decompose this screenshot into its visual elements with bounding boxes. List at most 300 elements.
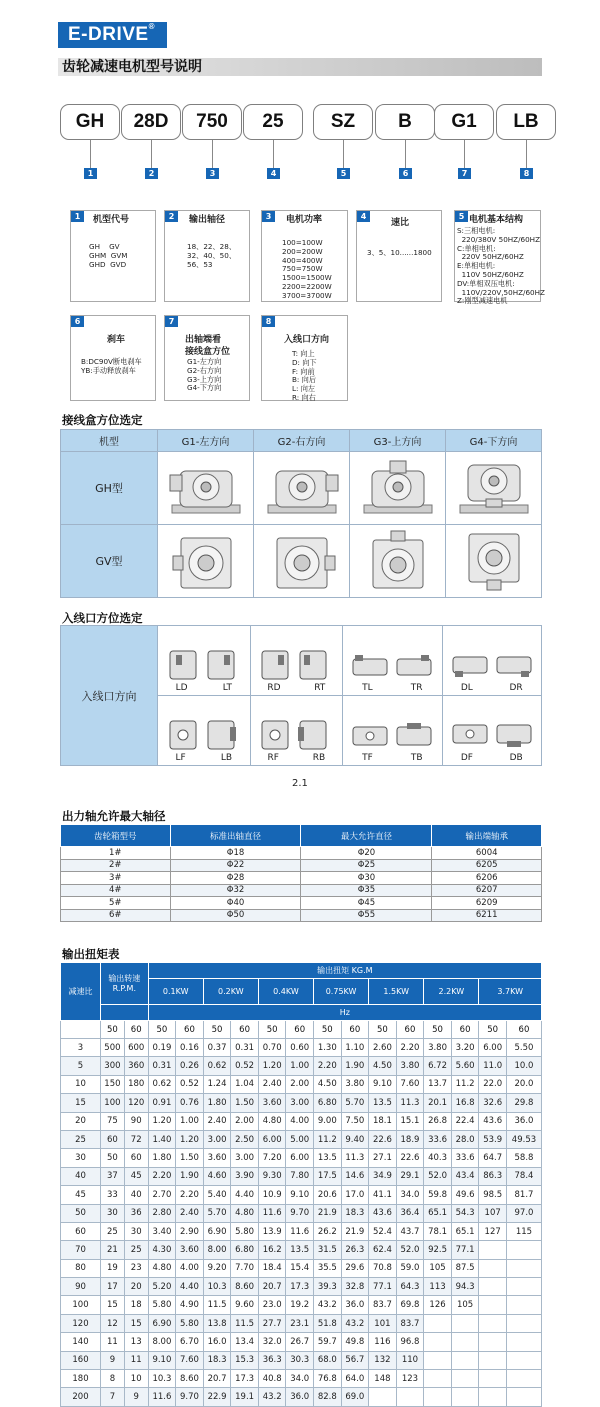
- entry-cell-rf-rb: [250, 696, 343, 766]
- torque-header-hz: Hz: [148, 1005, 541, 1021]
- speed-cell: 12: [101, 1314, 125, 1332]
- torque-cell: 11.2: [314, 1130, 342, 1148]
- frequency-header: 50: [258, 1021, 286, 1039]
- code-number-badge: 3: [206, 168, 219, 179]
- table-cell: 5#: [61, 897, 171, 910]
- table-row: [61, 1314, 542, 1332]
- torque-cell: 5.20: [148, 1278, 176, 1296]
- torque-cell: 52.0: [424, 1167, 452, 1185]
- torque-cell: 36.0: [506, 1112, 541, 1130]
- junction-box-icon: [349, 645, 435, 685]
- torque-cell: 3.60: [203, 1149, 231, 1167]
- torque-cell: 11.0: [479, 1057, 507, 1075]
- torque-cell: 16.2: [258, 1241, 286, 1259]
- junction-header-g3: G3-上方向: [350, 430, 446, 452]
- torque-cell: [424, 1314, 452, 1332]
- entry-label: DL: [460, 683, 473, 693]
- torque-cell: 13.4: [231, 1333, 259, 1351]
- torque-cell: [479, 1351, 507, 1369]
- torque-cell: 16.0: [203, 1333, 231, 1351]
- definition-heading: 电机基本结构: [469, 215, 524, 225]
- torque-cell: 4.40: [231, 1186, 259, 1204]
- torque-cell: 1.30: [314, 1039, 342, 1057]
- registered-mark: ®: [148, 22, 155, 31]
- table-cell: 2#: [61, 859, 171, 872]
- frequency-header: 60: [341, 1021, 369, 1039]
- table-cell: 6#: [61, 909, 171, 922]
- speed-cell: 18: [124, 1296, 148, 1314]
- torque-cell: 5.70: [203, 1204, 231, 1222]
- torque-cell: 4.50: [369, 1057, 397, 1075]
- torque-cell: 2.90: [176, 1222, 204, 1240]
- table-row: [61, 847, 542, 860]
- speed-cell: 72: [124, 1130, 148, 1148]
- code-connector: [273, 140, 274, 168]
- table-cell: 6004: [432, 847, 542, 860]
- definition-box: [70, 210, 156, 302]
- torque-cell: 20.7: [203, 1370, 231, 1388]
- torque-cell: 83.7: [369, 1296, 397, 1314]
- speed-cell: 100: [101, 1094, 125, 1112]
- model-code-box: G1: [434, 104, 494, 140]
- torque-cell: 9.60: [231, 1296, 259, 1314]
- torque-cell: 5.80: [231, 1222, 259, 1240]
- frequency-header: 50: [203, 1021, 231, 1039]
- torque-cell: 26.8: [424, 1112, 452, 1130]
- speed-cell: 150: [101, 1075, 125, 1093]
- torque-cell: 4.30: [148, 1241, 176, 1259]
- table-cell: 6206: [432, 872, 542, 885]
- definition-heading: 刹车: [107, 335, 126, 345]
- torque-cell: 0.70: [258, 1039, 286, 1057]
- torque-cell: 78.4: [506, 1167, 541, 1185]
- speed-cell: 10: [124, 1370, 148, 1388]
- torque-cell: 34.0: [396, 1186, 424, 1204]
- model-code-box: B: [375, 104, 435, 140]
- speed-cell: 500: [101, 1039, 125, 1057]
- torque-cell: 3.80: [341, 1075, 369, 1093]
- torque-cell: 148: [369, 1370, 397, 1388]
- speed-cell: 17: [101, 1278, 125, 1296]
- junction-header-g1: G1-左方向: [158, 430, 254, 452]
- torque-cell: 0.91: [148, 1094, 176, 1112]
- table-cell: Φ20: [301, 847, 432, 860]
- torque-cell: 26.3: [341, 1241, 369, 1259]
- speed-cell: 60: [124, 1149, 148, 1167]
- torque-cell: 18.9: [396, 1130, 424, 1148]
- torque-cell: 23.0: [258, 1296, 286, 1314]
- definition-number-badge: 5: [455, 211, 468, 222]
- table-cell: 6209: [432, 897, 542, 910]
- torque-cell: 40.8: [258, 1370, 286, 1388]
- power-header: 0.2KW: [203, 979, 258, 1005]
- gear-motor-side-icon: [166, 457, 246, 519]
- speed-cell: 75: [101, 1112, 125, 1130]
- junction-box-icon: [449, 645, 535, 685]
- torque-cell: 0.76: [176, 1094, 204, 1112]
- ratio-cell: 50: [61, 1204, 101, 1222]
- definition-heading: 机型代号: [93, 215, 130, 225]
- torque-cell: 1.24: [203, 1075, 231, 1093]
- frequency-header: 50: [314, 1021, 342, 1039]
- speed-cell: 21: [101, 1241, 125, 1259]
- torque-cell: 52.4: [369, 1222, 397, 1240]
- frequency-header: 50: [369, 1021, 397, 1039]
- code-connector: [526, 140, 527, 168]
- torque-cell: 126: [424, 1296, 452, 1314]
- torque-cell: 15.3: [231, 1351, 259, 1369]
- frequency-header: 60: [451, 1021, 479, 1039]
- speed-cell: 30: [124, 1222, 148, 1240]
- speed-cell: 180: [124, 1075, 148, 1093]
- shaft-header-model: 齿轮箱型号: [61, 825, 171, 847]
- code-number-badge: 2: [145, 168, 158, 179]
- speed-cell: 120: [124, 1094, 148, 1112]
- speed-cell: 13: [124, 1333, 148, 1351]
- torque-cell: 107: [479, 1204, 507, 1222]
- table-row: [61, 1259, 542, 1277]
- torque-cell: 3.60: [176, 1241, 204, 1259]
- torque-cell: 11.6: [286, 1222, 314, 1240]
- torque-cell: 54.3: [451, 1204, 479, 1222]
- torque-cell: 82.8: [314, 1388, 342, 1406]
- power-header: 0.4KW: [258, 979, 313, 1005]
- definition-body: S:三相电机: 220/380V 50HZ/60HZ C:单相电机: 220V 50HZ/60HZ E:单相电机: 110V 50HZ/60HZ DV:单相双压电机: 110V/220V,50HZ/60HZ Z:刚型减速电机: [457, 226, 545, 306]
- entry-cell-lf-lb: [158, 696, 251, 766]
- torque-cell: 4.80: [258, 1112, 286, 1130]
- torque-cell: 69.8: [396, 1296, 424, 1314]
- torque-cell: 10.3: [148, 1370, 176, 1388]
- ratio-cell: 40: [61, 1167, 101, 1185]
- torque-cell: 22.6: [369, 1130, 397, 1148]
- model-code-box: LB: [496, 104, 556, 140]
- torque-cell: 1.00: [176, 1112, 204, 1130]
- torque-cell: 13.9: [258, 1222, 286, 1240]
- torque-cell: [396, 1388, 424, 1406]
- torque-cell: 2.20: [148, 1167, 176, 1185]
- torque-cell: 123: [396, 1370, 424, 1388]
- torque-cell: 78.1: [424, 1222, 452, 1240]
- power-header: 3.7KW: [479, 979, 542, 1005]
- ratio-cell: 180: [61, 1370, 101, 1388]
- torque-cell: 21.9: [314, 1204, 342, 1222]
- gear-motor-side-icon: [358, 457, 438, 519]
- table-row: [61, 897, 542, 910]
- torque-cell: 17.5: [314, 1167, 342, 1185]
- speed-cell: 23: [124, 1259, 148, 1277]
- torque-cell: 8.60: [231, 1278, 259, 1296]
- speed-cell: 11: [124, 1351, 148, 1369]
- torque-cell: [369, 1388, 397, 1406]
- torque-cell: 16.8: [451, 1094, 479, 1112]
- entry-label: RB: [312, 753, 326, 763]
- torque-cell: [506, 1351, 541, 1369]
- torque-cell: 4.40: [176, 1278, 204, 1296]
- torque-cell: 115: [506, 1222, 541, 1240]
- torque-cell: 1.20: [258, 1057, 286, 1075]
- torque-cell: 6.80: [314, 1094, 342, 1112]
- torque-cell: 6.72: [424, 1057, 452, 1075]
- torque-cell: 32.8: [341, 1278, 369, 1296]
- torque-cell: 19.1: [231, 1388, 259, 1406]
- torque-cell: 9.10: [286, 1186, 314, 1204]
- torque-cell: 31.5: [314, 1241, 342, 1259]
- torque-cell: 2.20: [314, 1057, 342, 1075]
- torque-cell: 4.80: [231, 1204, 259, 1222]
- torque-cell: 1.20: [176, 1130, 204, 1148]
- gear-motor-flange-icon: [267, 530, 337, 592]
- junction-header-g4: G4-下方向: [446, 430, 542, 452]
- model-code-box: 750: [182, 104, 242, 140]
- torque-cell: 22.9: [203, 1388, 231, 1406]
- entry-label: DR: [509, 683, 523, 693]
- table-cell: Φ18: [170, 847, 301, 860]
- entry-label: LD: [175, 683, 188, 693]
- torque-cell: 4.00: [286, 1112, 314, 1130]
- definition-heading: 电机功率: [286, 215, 323, 225]
- gv-g4-drawing: [446, 525, 542, 598]
- definition-box: [164, 210, 250, 302]
- torque-cell: [451, 1388, 479, 1406]
- torque-cell: 94.3: [451, 1278, 479, 1296]
- torque-cell: 7.20: [258, 1149, 286, 1167]
- speed-cell: 9: [124, 1388, 148, 1406]
- power-header: 2.2KW: [424, 979, 479, 1005]
- torque-cell: 14.6: [341, 1167, 369, 1185]
- torque-cell: 2.70: [148, 1186, 176, 1204]
- torque-cell: 1.20: [148, 1112, 176, 1130]
- entry-cell-tf-tb: [343, 696, 442, 766]
- ratio-cell: 45: [61, 1186, 101, 1204]
- torque-cell: 53.9: [479, 1130, 507, 1148]
- torque-cell: 0.52: [176, 1075, 204, 1093]
- torque-cell: 69.0: [341, 1388, 369, 1406]
- torque-cell: 0.31: [148, 1057, 176, 1075]
- torque-cell: [506, 1388, 541, 1406]
- torque-cell: 27.1: [369, 1149, 397, 1167]
- torque-cell: 11.6: [148, 1388, 176, 1406]
- torque-cell: 9.70: [286, 1204, 314, 1222]
- gh-g4-drawing: [446, 452, 542, 525]
- torque-cell: 97.0: [506, 1204, 541, 1222]
- speed-cell: 15: [124, 1314, 148, 1332]
- table-cell: 6205: [432, 859, 542, 872]
- torque-cell: 33.6: [424, 1130, 452, 1148]
- torque-cell: 68.0: [314, 1351, 342, 1369]
- gv-g1-drawing: [158, 525, 254, 598]
- table-cell: 3#: [61, 872, 171, 885]
- definition-heading: 入线口方向: [284, 335, 330, 345]
- frequency-header: 50: [424, 1021, 452, 1039]
- torque-cell: [424, 1388, 452, 1406]
- torque-cell: 3.00: [286, 1094, 314, 1112]
- table-row: [61, 1149, 542, 1167]
- torque-cell: [506, 1314, 541, 1332]
- definition-box: [164, 315, 250, 401]
- definition-box: [261, 210, 348, 302]
- table-row: [61, 1204, 542, 1222]
- speed-cell: 50: [101, 1149, 125, 1167]
- definition-body: 100=100W 200=200W 400=400W 750=750W 1500=1500W 2200=2200W 3700=3700W: [282, 238, 332, 300]
- code-connector: [151, 140, 152, 168]
- torque-cell: 5.40: [203, 1186, 231, 1204]
- torque-cell: 113: [424, 1278, 452, 1296]
- torque-cell: 36.3: [258, 1351, 286, 1369]
- table-cell: Φ40: [170, 897, 301, 910]
- torque-section-title: 输出扭矩表: [62, 947, 120, 961]
- torque-cell: 56.7: [341, 1351, 369, 1369]
- torque-cell: 1.80: [148, 1149, 176, 1167]
- shaft-section-title: 出力轴允许最大轴径: [62, 809, 166, 823]
- speed-cell: 300: [101, 1057, 125, 1075]
- table-row: [61, 1222, 542, 1240]
- table-cell: Φ25: [301, 859, 432, 872]
- torque-cell: 35.5: [314, 1259, 342, 1277]
- torque-cell: 15.1: [396, 1112, 424, 1130]
- torque-cell: 20.0: [506, 1075, 541, 1093]
- torque-cell: 58.8: [506, 1149, 541, 1167]
- junction-header-model: 机型: [61, 430, 158, 452]
- torque-cell: 11.5: [231, 1314, 259, 1332]
- torque-cell: [479, 1314, 507, 1332]
- definition-number-badge: 4: [357, 211, 370, 222]
- torque-cell: 116: [369, 1333, 397, 1351]
- torque-cell: 0.26: [176, 1057, 204, 1075]
- frequency-header: 60: [396, 1021, 424, 1039]
- torque-cell: 1.40: [148, 1130, 176, 1148]
- torque-cell: [479, 1296, 507, 1314]
- ratio-cell: 90: [61, 1278, 101, 1296]
- torque-cell: 17.0: [341, 1186, 369, 1204]
- torque-cell: 20.7: [258, 1278, 286, 1296]
- torque-cell: [479, 1259, 507, 1277]
- torque-cell: [479, 1278, 507, 1296]
- torque-cell: 9.00: [314, 1112, 342, 1130]
- table-row: [61, 1278, 542, 1296]
- definition-number-badge: 1: [71, 211, 84, 222]
- torque-cell: 0.62: [148, 1075, 176, 1093]
- code-number-badge: 5: [337, 168, 350, 179]
- torque-cell: 11.3: [341, 1149, 369, 1167]
- torque-cell: 33.6: [451, 1149, 479, 1167]
- torque-cell: 3.20: [451, 1039, 479, 1057]
- torque-cell: 29.6: [341, 1259, 369, 1277]
- torque-cell: 17.3: [286, 1278, 314, 1296]
- torque-cell: 65.1: [424, 1204, 452, 1222]
- table-cell: Φ32: [170, 884, 301, 897]
- table-row: [61, 1186, 542, 1204]
- table-row: [61, 1057, 542, 1075]
- entry-label: DB: [509, 753, 523, 763]
- torque-cell: 92.5: [424, 1241, 452, 1259]
- speed-cell: 36: [124, 1204, 148, 1222]
- torque-cell: 49.53: [506, 1130, 541, 1148]
- torque-cell: 9.10: [148, 1351, 176, 1369]
- entry-cell-df-db: [442, 696, 541, 766]
- torque-cell: 5.80: [176, 1314, 204, 1332]
- torque-cell: 36.0: [341, 1296, 369, 1314]
- torque-cell: 4.60: [203, 1167, 231, 1185]
- entry-label: RD: [267, 683, 281, 693]
- table-cell: Φ22: [170, 859, 301, 872]
- speed-cell: 45: [124, 1167, 148, 1185]
- code-number-badge: 7: [458, 168, 471, 179]
- torque-cell: 101: [369, 1314, 397, 1332]
- table-row: [61, 1094, 542, 1112]
- torque-cell: 21.9: [341, 1222, 369, 1240]
- table-cell: 1#: [61, 847, 171, 860]
- code-connector: [464, 140, 465, 168]
- torque-cell: [506, 1259, 541, 1277]
- torque-cell: 43.2: [258, 1388, 286, 1406]
- torque-cell: 13.5: [314, 1149, 342, 1167]
- frequency-header: 60: [231, 1021, 259, 1039]
- torque-cell: [479, 1388, 507, 1406]
- torque-cell: 5.50: [506, 1039, 541, 1057]
- model-code-box: SZ: [313, 104, 373, 140]
- torque-cell: 6.00: [258, 1130, 286, 1148]
- brand-name: E-DRIVE: [68, 24, 149, 45]
- torque-cell: 13.7: [424, 1075, 452, 1093]
- torque-cell: 36.4: [396, 1204, 424, 1222]
- speed-cell: 25: [101, 1222, 125, 1240]
- ratio-cell: 100: [61, 1296, 101, 1314]
- torque-header-torque: 输出扭矩 KG.M: [148, 963, 541, 979]
- figure-caption: 2.1: [292, 778, 308, 789]
- torque-cell: 49.8: [341, 1333, 369, 1351]
- junction-box-icon: [349, 715, 435, 755]
- torque-cell: 2.60: [369, 1039, 397, 1057]
- torque-cell: 9.30: [258, 1167, 286, 1185]
- torque-cell: 26.2: [314, 1222, 342, 1240]
- torque-cell: 26.7: [286, 1333, 314, 1351]
- torque-cell: 7.80: [286, 1167, 314, 1185]
- torque-cell: 64.7: [479, 1149, 507, 1167]
- torque-cell: 6.00: [286, 1149, 314, 1167]
- torque-cell: [451, 1370, 479, 1388]
- torque-cell: 5.70: [341, 1094, 369, 1112]
- ratio-cell: 10: [61, 1075, 101, 1093]
- torque-cell: 18.3: [341, 1204, 369, 1222]
- torque-cell: 2.20: [176, 1186, 204, 1204]
- table-row: [61, 1370, 542, 1388]
- torque-cell: 9.70: [176, 1388, 204, 1406]
- torque-cell: 10.3: [203, 1278, 231, 1296]
- junction-box-icon: [256, 715, 336, 755]
- speed-cell: 25: [124, 1241, 148, 1259]
- code-number-badge: 4: [267, 168, 280, 179]
- torque-cell: 8.00: [148, 1333, 176, 1351]
- table-row: [61, 859, 542, 872]
- entry-cell-dl-dr: [442, 626, 541, 696]
- torque-header-ratio: 减速比: [61, 963, 101, 1021]
- junction-box-icon: [164, 715, 244, 755]
- torque-cell: 0.31: [231, 1039, 259, 1057]
- ratio-cell: 80: [61, 1259, 101, 1277]
- torque-cell: 2.40: [258, 1075, 286, 1093]
- torque-cell: 62.4: [369, 1241, 397, 1259]
- definition-number-badge: 2: [165, 211, 178, 222]
- torque-cell: 81.7: [506, 1186, 541, 1204]
- torque-cell: 7.50: [341, 1112, 369, 1130]
- code-connector: [343, 140, 344, 168]
- torque-cell: 9.40: [341, 1130, 369, 1148]
- page-title-bar: [58, 58, 542, 76]
- table-cell: Φ45: [301, 897, 432, 910]
- torque-cell: 43.4: [451, 1167, 479, 1185]
- torque-cell: 30.3: [286, 1351, 314, 1369]
- speed-cell: 15: [101, 1296, 125, 1314]
